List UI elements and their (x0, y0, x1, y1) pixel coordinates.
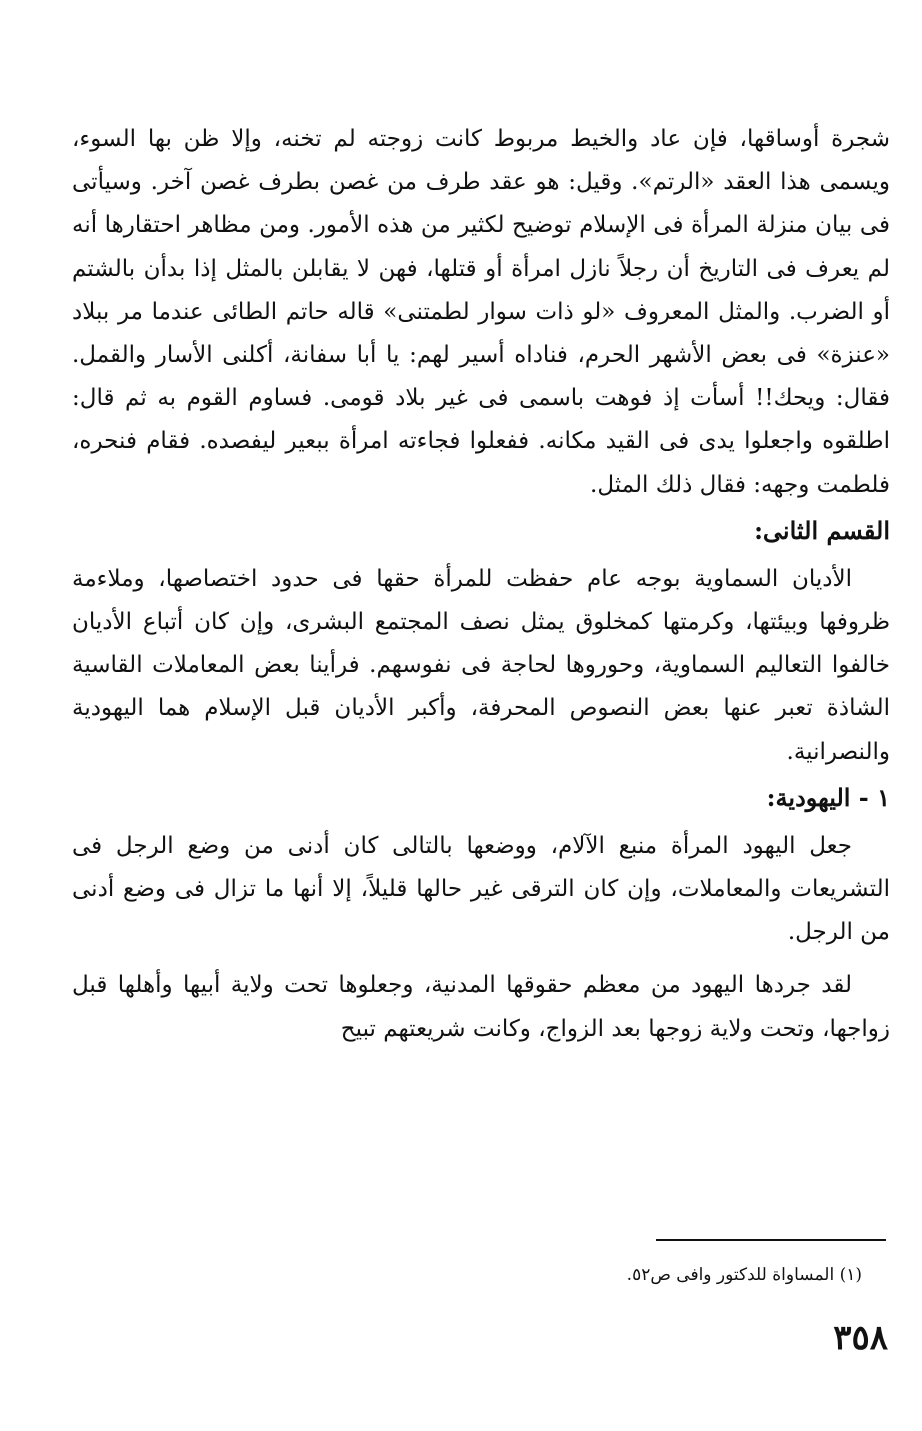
body-paragraph-4: لقد جردها اليهود من معظم حقوقها المدنية، وجعلوها تحت ولاية أبيها وأهلها قبل زواجها، وتحت ولاية زوجها بعد الزواج، وكانت شريعتهم تبيح (72, 972, 890, 1042)
body-paragraph-3: جعل اليهود المرأة منبع الآلام، ووضعها بالتالى كان أدنى من وضع الرجل فى التشريعات والمعاملات، وإن كان الترقى غير حالها قليلاً، إلا أنها ما تزال فى وضع أدنى من الرجل. (72, 832, 890, 946)
footnote-divider (656, 1239, 886, 1241)
footnote: (١) المساواة للدكتور وافى ص٥٢. (626, 1265, 862, 1285)
page-number: ٣٥٨ (833, 1318, 888, 1358)
body-paragraph-1: شجرة أوساقها، فإن عاد والخيط مربوط كانت زوجته لم تخنه، وإلا ظن بها السوء، ويسمى هذا العقد «الرتم». وقيل: هو عقد طرف من غصن بطرف غصن آخر. وسيأتى فى بيان منزلة المرأة فى الإسلام توضيح لكثير من هذه الأمور. ومن مظاهر احتقارها أنه لم يعرف فى التاريخ أن رجلاً نازل امرأة أو قتلها، فهن لا يقابلن بالمثل إذا بدأن بالشتم أو الضرب. والمثل المعروف «لو ذات سوار لطمتنى» قاله حاتم الطائى عندما مر ببلاد «عنزة» فى بعض الأشهر الحرم، فناداه أسير لهم: يا أبا سفانة، أكلنى الأسار والقمل. فقال: ويحك!! أسأت إذ فوهت باسمى فى غير بلاد قومى. فساوم القوم به ثم قال: اطلقوه واجعلوا يدى فى القيد مكانه. ففعلوا فجاءته امرأة ببعير ليفصده. فقام فنحره، فلطمت وجهه: فقال ذلك المثل. (72, 126, 890, 498)
page-text-block (72, 118, 890, 1051)
section-heading: القسم الثانى: (754, 515, 890, 545)
body-paragraph-2: الأديان السماوية بوجه عام حفظت للمرأة حقها فى حدود اختصاصها، وملاءمة ظروفها وبيئتها، وكرمتها كمخلوق يمثل نصف المجتمع البشرى، وإن كان أتباع الأديان خالفوا التعاليم السماوية، وحوروها لحاجة فى نفوسهم. فرأينا بعض المعاملات القاسية الشاذة تعبر عنها بعض النصوص المحرفة، وأكبر الأديان قبل الإسلام هما اليهودية والنصرانية. (72, 565, 890, 765)
subsection-heading: ١ - اليهودية: (766, 782, 890, 812)
